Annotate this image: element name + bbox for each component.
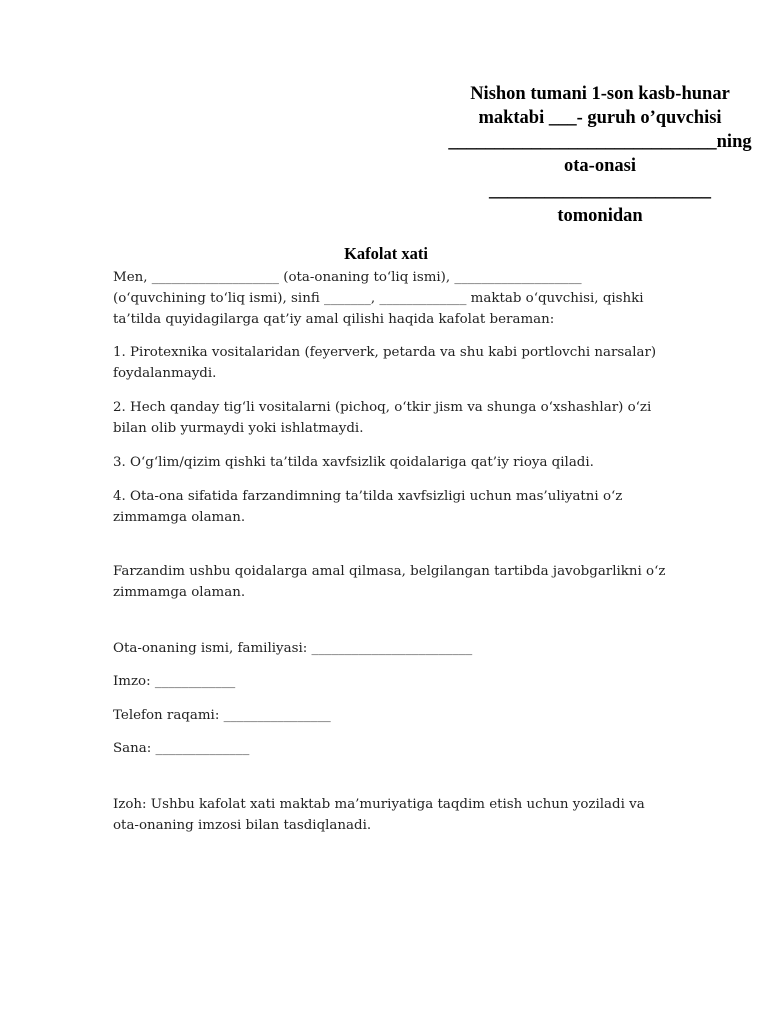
parent-name-line: Ota-onaning ismi, familiyasi: ________________________ (113, 641, 473, 656)
header-line-from: tomonidan (557, 206, 643, 226)
intro-paragraph (113, 267, 673, 330)
header-line-group: maktabi ___- guruh o’quvchisi (478, 108, 722, 128)
signature-line: Imzo: ____________ (113, 674, 236, 689)
phone-line: Telefon raqami: ________________ (113, 708, 331, 723)
document-title: Kafolat xati (344, 244, 428, 263)
rule-text: 2. Hech qanday tig‘li vositalarni (pichoq, o‘tkir jism va shunga o‘xshashlar) o‘zi bilan olib yurmaydi yoki ishlatmaydi. (113, 400, 652, 436)
rule-item-2 (113, 397, 673, 439)
addressee-header (440, 82, 760, 228)
rule-text: 1. Pirotexnika vositalaridan (feyerverk, petarda va shu kabi portlovchi narsalar) foydalanmaydi. (113, 345, 657, 381)
phone-field (113, 705, 673, 726)
header-line-student-name: _____________________________ning (448, 132, 752, 152)
responsibility-paragraph (113, 561, 673, 603)
rule-item-4 (113, 486, 673, 528)
responsibility-text: Farzandim ushbu qoidalarga amal qilmasa, belgilangan tartibda javobgarlikni o‘z zimmamga olaman. (113, 564, 666, 600)
parent-name-field (113, 638, 673, 659)
rule-item-3 (113, 452, 673, 473)
rule-text: 4. Ota-ona sifatida farzandimning ta’tilda xavfsizligi uchun mas’uliyatni o‘z zimmamga olaman. (113, 489, 623, 525)
header-line-parents: ota-onasi (564, 156, 636, 176)
rule-text: 3. O‘g‘lim/qizim qishki ta’tilda xavfsizlik qoidalariga qat’iy rioya qiladi. (113, 455, 594, 470)
note-paragraph (113, 794, 673, 836)
header-line-parent-name: ________________________ (489, 181, 711, 201)
header-line-school: Nishon tumani 1-son kasb-hunar (470, 84, 730, 104)
signature-field (113, 671, 673, 692)
date-line: Sana: ______________ (113, 741, 250, 756)
rule-item-1 (113, 342, 673, 384)
intro-text: Men, ___________________ (ota-onaning to‘liq ismi), ___________________ (o‘quvchining to‘liq ismi), sinfi _______, _____________ maktab o‘quvchisi, qishki ta’tilda quyidagilarga qat’iy amal qilishi haqida kafolat beraman: (113, 270, 644, 327)
date-field (113, 738, 673, 759)
note-text: Izoh: Ushbu kafolat xati maktab ma’muriyatiga taqdim etish uchun yoziladi va ota-onaning imzosi bilan tasdiqlanadi. (113, 797, 645, 833)
